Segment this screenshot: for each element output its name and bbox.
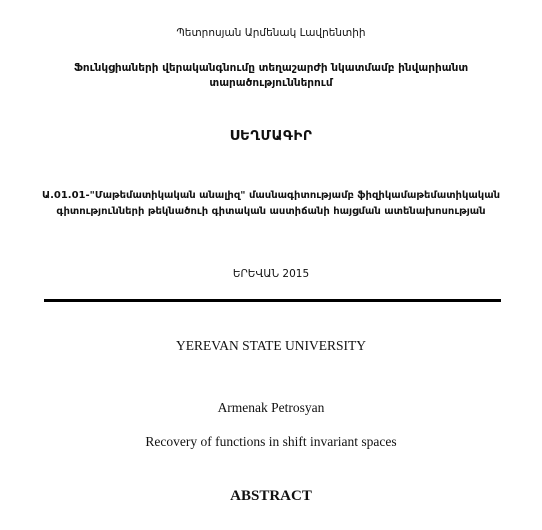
english-heading: ABSTRACT: [230, 488, 312, 504]
section-divider: [44, 299, 501, 302]
armenian-thesis-title-line1: Ֆունկցիաների վերականգնումը տեղաշարժի նկատմամբ ինվարիանտ: [73, 62, 469, 74]
english-author: Armenak Petrosyan: [217, 400, 325, 415]
armenian-heading: ՍԵՂՄԱԳԻՐ: [229, 128, 313, 144]
armenian-city-year: ԵՐԵՎԱՆ 2015: [232, 268, 310, 280]
armenian-author: Պետրոսյան Արմենակ Լավրենտիի: [176, 27, 366, 39]
armenian-thesis-title-line2: տարածություններում: [209, 77, 333, 89]
english-university: YEREVAN STATE UNIVERSITY: [176, 338, 366, 353]
armenian-specialty-line2: գիտությունների թեկնածուի գիտական աստիճանի հայցման ատենախոսության: [56, 206, 486, 217]
armenian-specialty-line1: Ա.01.01-"Մաթեմատիկական անալիզ" մասնագիտությամբ ֆիզիկամաթեմատիկական: [41, 190, 501, 201]
english-thesis-title: Recovery of functions in shift invariant spaces: [145, 434, 397, 449]
